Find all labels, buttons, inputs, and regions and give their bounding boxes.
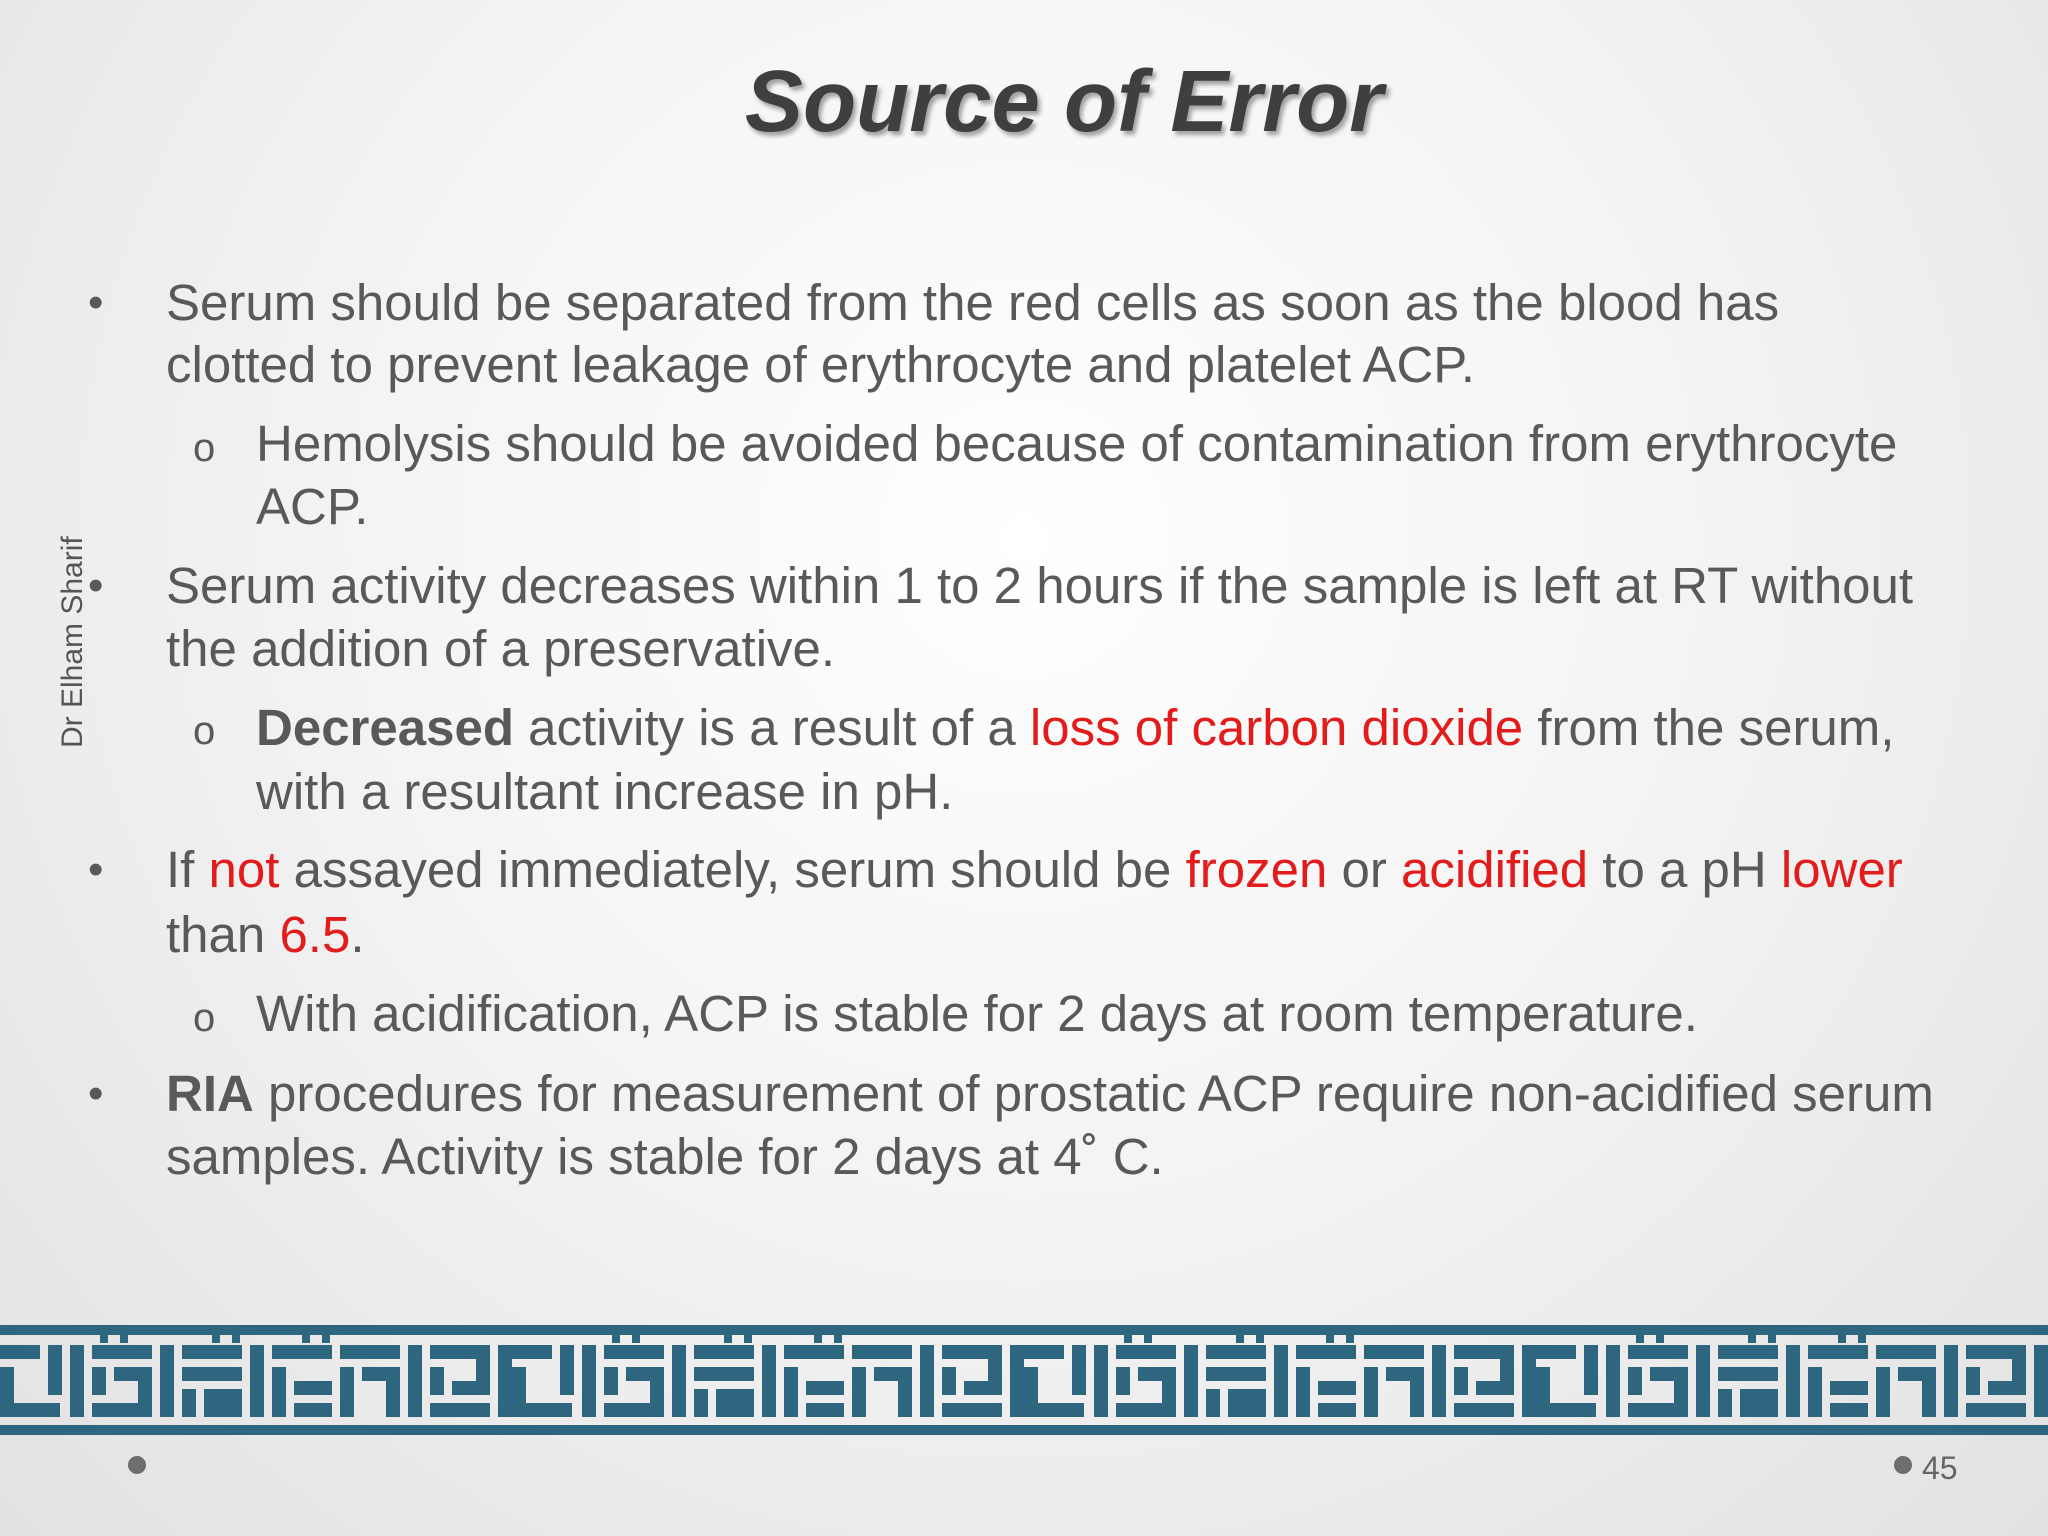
bullet-marker: • xyxy=(88,278,104,327)
footer-right-dot xyxy=(1894,1456,1912,1474)
text-segment: . xyxy=(350,906,365,963)
bullet-marker: • xyxy=(88,561,104,610)
decorative-pattern-band xyxy=(0,1325,2048,1435)
highlight-lower: lower xyxy=(1780,841,1903,898)
text-segment: or xyxy=(1327,841,1402,898)
emphasis-ria: RIA xyxy=(166,1065,254,1122)
sub-bullet-2-line-1 xyxy=(256,698,1894,758)
highlight-6-5: 6.5 xyxy=(279,906,351,963)
slide-title: Source of Error xyxy=(744,53,1384,150)
page-number: 45 xyxy=(1922,1450,1958,1486)
bullet-3-line-2 xyxy=(166,905,365,965)
sub-bullet-2-line-2: with a resultant increase in pH. xyxy=(256,763,954,820)
text-segment: from the serum, xyxy=(1523,699,1895,756)
bullet-2-line-2: the addition of a preservative. xyxy=(166,620,836,677)
text-segment: to a pH xyxy=(1588,841,1781,898)
text-segment: assayed immediately, serum should be xyxy=(279,841,1186,898)
text-segment: activity is a result of a xyxy=(514,699,1030,756)
highlight-loss-co2: loss of carbon dioxide xyxy=(1029,699,1524,756)
text-segment: procedures for measurement of prostatic ACP require non-acidified serum xyxy=(253,1065,1934,1122)
emphasis-decreased: Decreased xyxy=(256,699,515,756)
sub-bullet-marker: o xyxy=(193,996,216,1040)
footer-left-dot xyxy=(128,1456,146,1474)
highlight-acidified: acidified xyxy=(1401,841,1589,898)
sub-bullet-marker: o xyxy=(193,709,216,753)
text-segment: If xyxy=(166,841,209,898)
sub-bullet-3-line-1: With acidification, ACP is stable for 2 days at room temperature. xyxy=(256,985,1698,1042)
highlight-not: not xyxy=(208,841,280,898)
bullet-marker: • xyxy=(88,1069,104,1118)
bullet-4-line-1 xyxy=(166,1064,1934,1124)
bullet-4-line-2: samples. Activity is stable for 2 days at 4˚ C. xyxy=(166,1128,1164,1185)
author-credit: Dr Elham Sharif xyxy=(56,536,89,748)
text-segment: than xyxy=(166,906,280,963)
sub-bullet-marker: o xyxy=(193,426,216,470)
bullet-2-line-1: Serum activity decreases within 1 to 2 hours if the sample is left at RT without xyxy=(166,557,1914,614)
bullet-3-line-1 xyxy=(166,840,1903,900)
sub-bullet-1-line-2: ACP. xyxy=(256,478,369,535)
highlight-frozen: frozen xyxy=(1185,841,1328,898)
sub-bullet-1-line-1: Hemolysis should be avoided because of contamination from erythrocyte xyxy=(256,415,1898,472)
bullet-1-line-1: Serum should be separated from the red cells as soon as the blood has xyxy=(166,274,1780,331)
bullet-marker: • xyxy=(88,845,104,894)
bullet-1-line-2: clotted to prevent leakage of erythrocyte and platelet ACP. xyxy=(166,336,1475,393)
